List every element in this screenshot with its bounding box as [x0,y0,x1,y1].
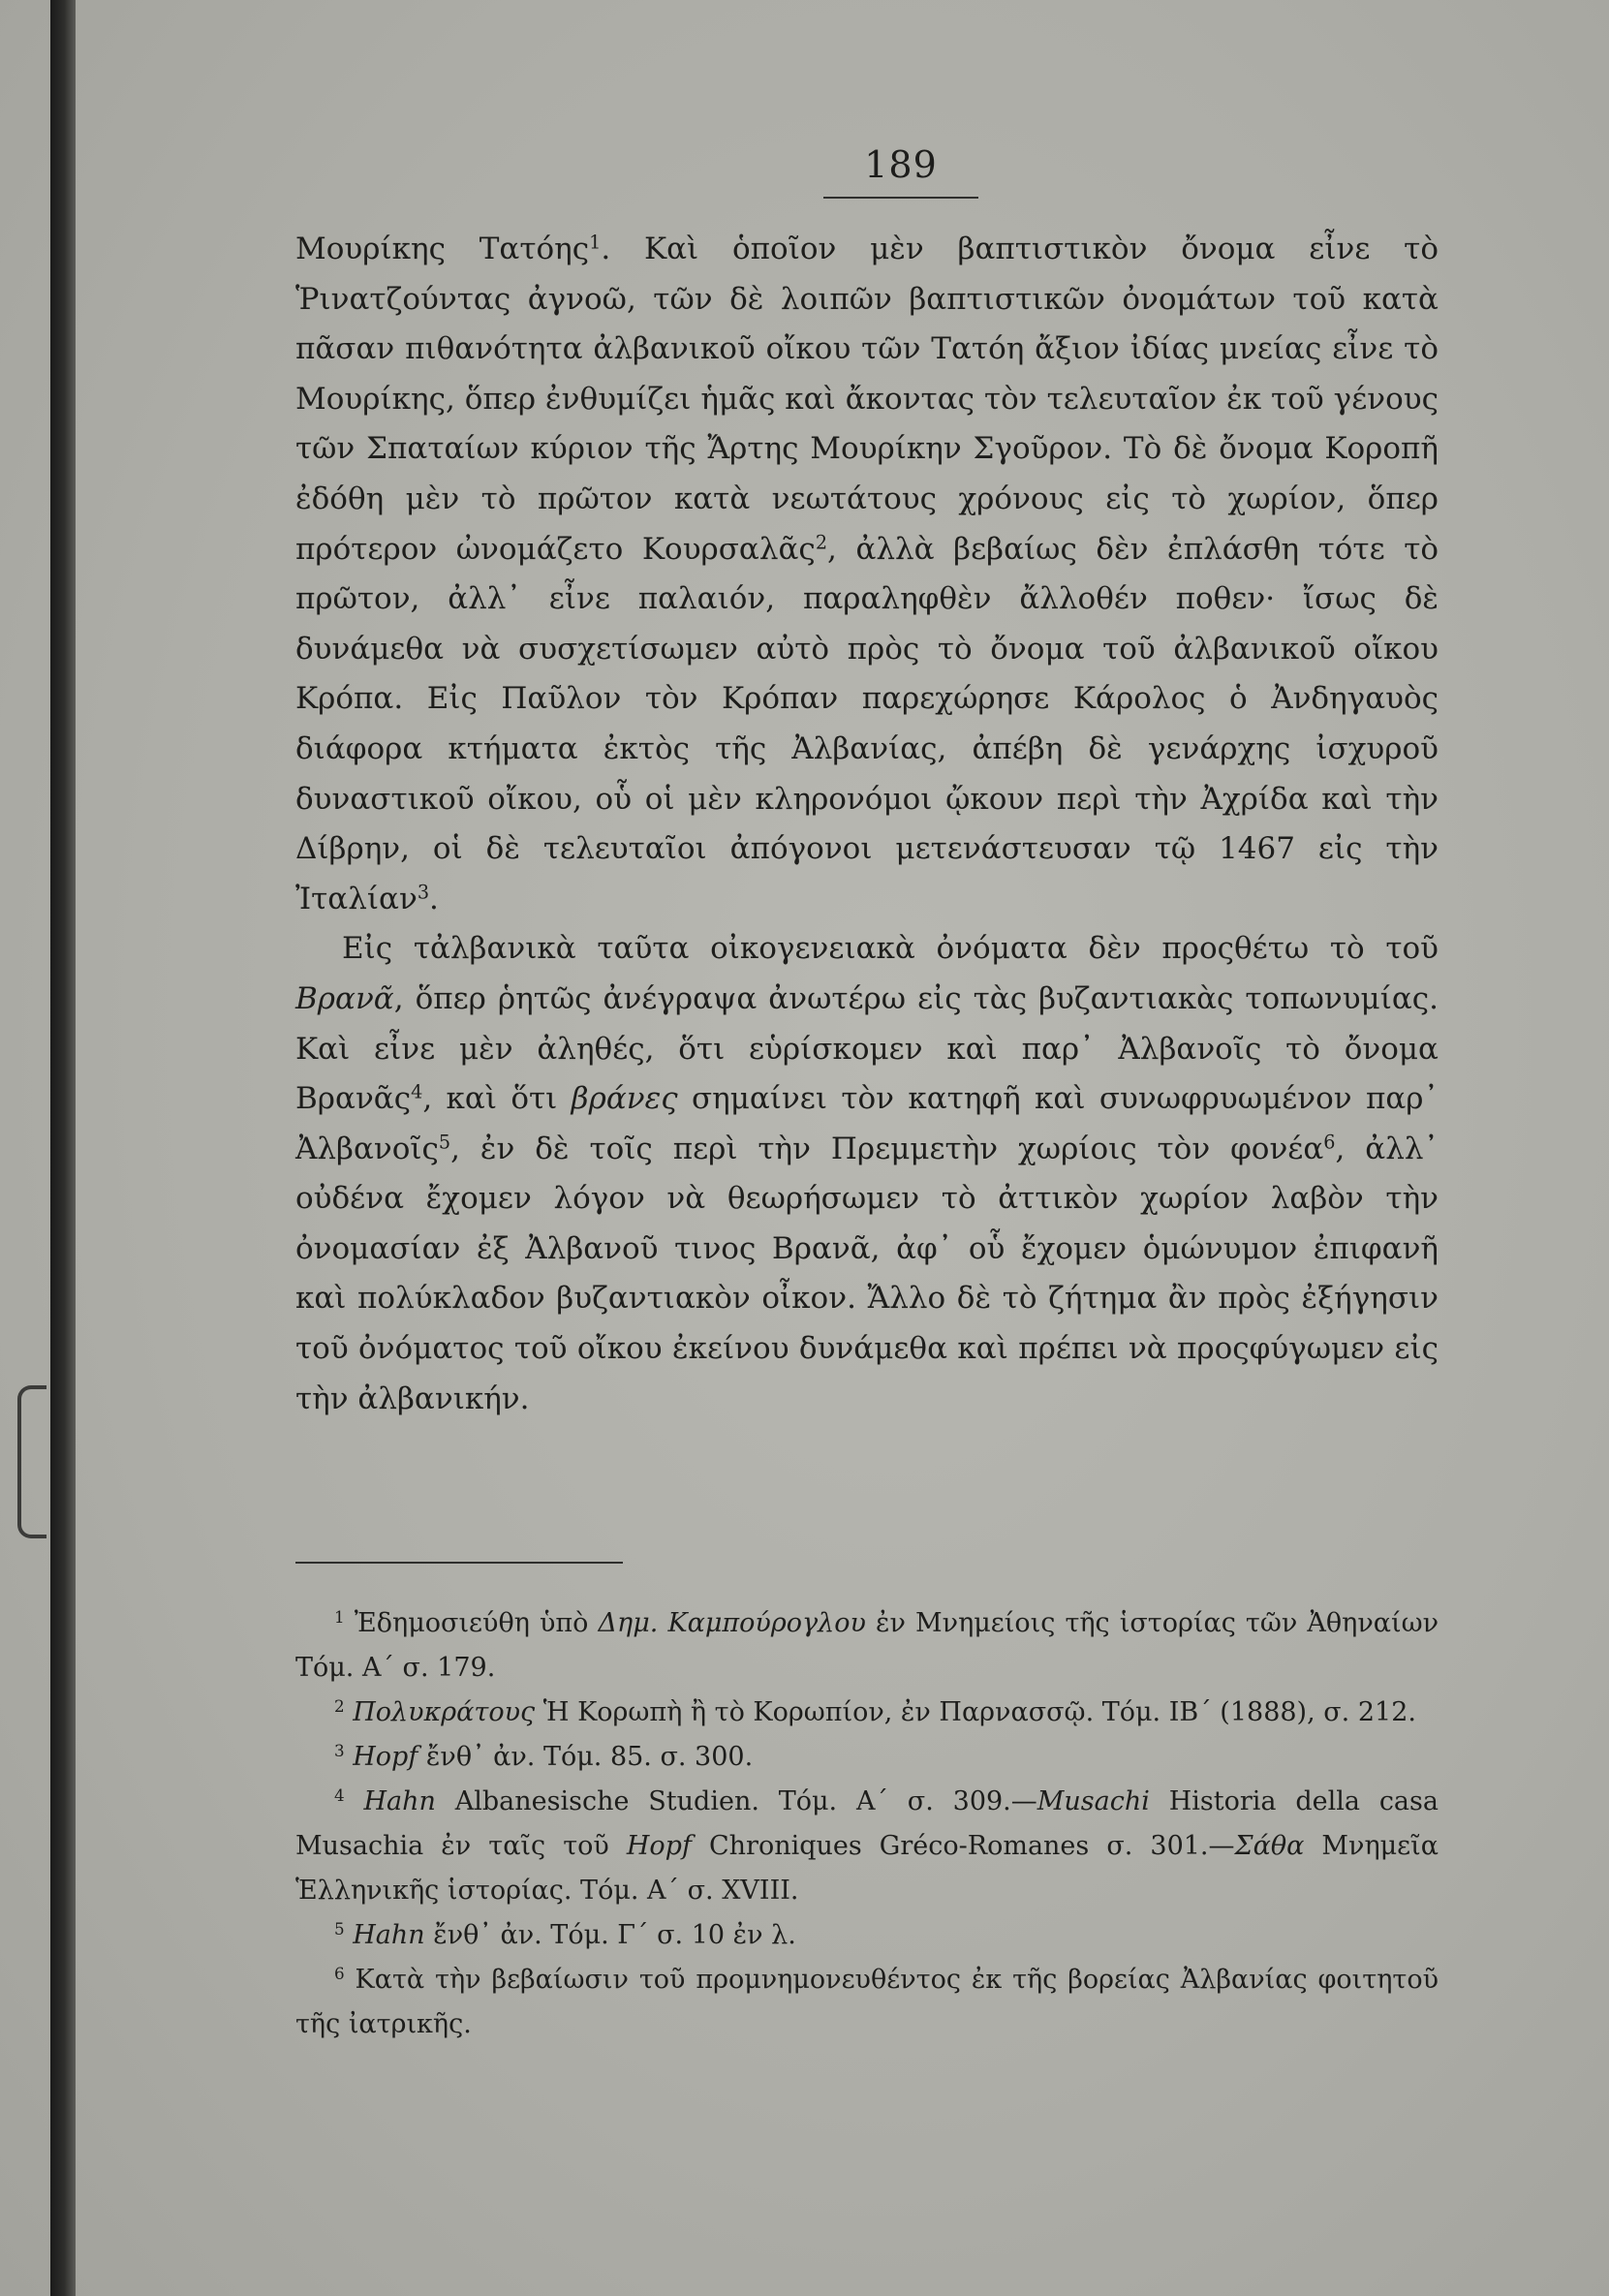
text-run [345,1786,364,1816]
footnote-marker: 4 [411,1080,423,1103]
footnote-marker: 5 [438,1131,451,1154]
footnote-marker: 1 [589,231,602,254]
text-run: . [429,881,439,916]
footnote-marker: 2 [334,1695,345,1716]
italic-text: Hopf [353,1742,418,1772]
text-run: Chroniques Gréco-Romanes σ. 301.— [691,1831,1235,1861]
text-run: Κατὰ τὴν βεβαίωσιν τοῦ προμνημονευθέντος ἐκ τῆς βορείας Ἀλβανίας φοιτητοῦ τῆς ἰατρικῆς. [295,1965,1439,2039]
text-run: Μουρίκης Τατόης [295,232,590,266]
footnote-marker: 6 [334,1963,345,1983]
italic-text: Πολυκράτους [353,1697,536,1727]
text-run: Albanesische Studien. Τόμ. Α´ σ. 309.— [435,1786,1037,1816]
text-run: . Καὶ ὁποῖον μὲν βαπτιστικὸν ὄνομα εἶνε τὸ Ῥινατζούντας ἀγνοῶ, τῶν δὲ λοιπῶν βαπτιστικῶν ὀνομάτων τοῦ κατὰ πᾶσαν πιθανότητα ἀλβανικοῦ οἴκου τῶν Τατόη ἄξιον ἰδίας μνείας εἶνε τὸ Μουρίκης, ὅπερ ἐνθυμίζει ἡμᾶς καὶ ἄκοντας τὸν τελευταῖον ἐκ τοῦ γένους τῶν Σπαταίων κύριον τῆς Ἄρτης Μουρίκην Σγοῦρον. Τὸ δὲ ὄνομα Κοροπῆ ἐδόθη μὲν τὸ πρῶτον κατὰ νεωτάτους χρόνους εἰς τὸ χωρίον, ὅπερ πρότερον ὠνομάζετο Κουρσαλᾶς [295,232,1439,567]
footnote-marker: 5 [334,1918,345,1939]
text-run: Historia della casa Musachia ἐν ταῖς τοῦ [295,1786,1439,1861]
page-number-rule [823,197,978,199]
text-run: σημαίνει τὸν κατηφῆ καὶ συνωφρυωμένον παρ᾽ Ἀλβανοῖς [295,1081,1439,1166]
italic-text: Σάθα [1234,1831,1305,1861]
page-number: 189 [864,143,938,186]
italic-text: Hahn [363,1786,436,1816]
italic-text: Δημ. Καμπούρογλου [598,1608,866,1638]
footnote [295,1601,1439,1691]
body-text [295,225,1439,1424]
text-run: , ἀλλ᾽ οὐδένα ἔχομεν λόγον νὰ θεωρήσωμεν τὸ ἀττικὸν χωρίον λαβὸν τὴν ὀνομασίαν ἐξ Ἀλβανοῦ τινος Βρανᾶ, ἀφ᾽ οὗ ἔχομεν ὁμώνυμον ἐπιφανῆ καὶ πολύκλαδον βυζαντιακὸν οἶκον. Ἄλλο δὲ τὸ ζήτημα ἂν πρὸς ἐξήγησιν τοῦ ὀνόματος τοῦ οἴκου ἐκείνου δυνάμεθα καὶ πρέπει νὰ προςφύγωμεν εἰς τὴν ἀλβανικήν. [295,1131,1439,1416]
text-run: Ἐδημοσιεύθη ὑπὸ [344,1608,599,1638]
paragraph [295,225,1439,924]
italic-text: Hahn [353,1920,425,1950]
footnote [295,1913,1439,1958]
text-run: , καὶ ὅτι [422,1081,572,1117]
italic-text: βράνες [571,1081,678,1117]
footnotes [295,1601,1439,2047]
footnote [295,1691,1439,1735]
italic-text: Musachi [1037,1786,1150,1816]
text-run: Ἡ Κορωπὴ ἢ τὸ Κορωπίον, ἐν Παρνασσῷ. Τόμ. ΙΒ´ (1888), σ. 212. [535,1697,1416,1727]
text-run: , ἀλλὰ βεβαίως δὲν ἐπλάσθη τότε τὸ πρῶτον, ἀλλ᾽ εἶνε παλαιόν, παραληφθὲν ἄλλοθέν ποθεν· ἴσως δὲ δυνάμεθα νὰ συσχετίσωμεν αὐτὸ πρὸς τὸ ὄνομα τοῦ ἀλβανικοῦ οἴκου Κρόπα. Εἰς Παῦλον τὸν Κρόπαν παρεχώρησε Κάρολος ὁ Ἀνδηγαυὸς διάφορα κτήματα ἐκτὸς τῆς Ἀλβανίας, ἀπέβη δὲ γενάρχης ἰσχυροῦ δυναστικοῦ οἴκου, οὗ οἱ μὲν κληρονόμοι ᾤκουν περὶ τὴν Ἀχρίδα καὶ τὴν Δίβρην, οἱ δὲ τελευταῖοι ἀπόγονοι μετενάστευσαν τῷ 1467 εἰς τὴν Ἰταλίαν [295,531,1439,916]
footnote-marker: 4 [334,1784,345,1805]
footnote-marker: 2 [815,531,828,553]
footnote [295,1735,1439,1780]
italic-text: Hopf [626,1831,692,1861]
paragraph [295,924,1439,1424]
text-run: , ὅπερ ῥητῶς ἀνέγραψα ἀνωτέρω εἰς τὰς βυζαντιακὰς τοπωνυμίας. Καὶ εἶνε μὲν ἀληθές, ὅτι εὑρίσκομεν καὶ παρ᾽ Ἀλβανοῖς τὸ ὄνομα Βρανᾶς [295,980,1439,1117]
footnote [295,1780,1439,1913]
text-run: Μνημεῖα Ἑλληνικῆς ἱστορίας. Τόμ. Α´ σ. XVIII. [295,1831,1439,1906]
footnote-marker: 1 [334,1606,345,1627]
text-run: Εἰς τἀλβανικὰ ταῦτα οἰκογενειακὰ ὀνόματα δὲν προςθέτω τὸ τοῦ [342,931,1439,967]
text-run: ἐν Μνημείοις τῆς ἱστορίας τῶν Ἀθηναίων Τόμ. Α´ σ. 179. [295,1608,1439,1683]
footnote-marker: 3 [334,1740,345,1760]
footnote [295,1958,1439,2047]
text-run [345,1742,354,1772]
italic-text: Βρανᾶ [295,980,394,1016]
text-run [345,1920,354,1950]
book-spine-shadow [50,0,76,2296]
text-run: ἔνθ᾽ ἀν. Τόμ. Γ´ σ. 10 ἐν λ. [424,1920,796,1950]
text-run: , ἐν δὲ τοῖς περὶ τὴν Πρεμμετὴν χωρίοις τὸν φονέα [450,1131,1324,1166]
footnote-marker: 6 [1323,1131,1336,1154]
footnote-marker: 3 [417,881,430,904]
page-edge-mark [17,1385,46,1538]
text-run: ἔνθ᾽ ἀν. Τόμ. 85. σ. 300. [418,1742,754,1772]
footnote-separator [295,1562,623,1564]
text-run [345,1697,354,1727]
